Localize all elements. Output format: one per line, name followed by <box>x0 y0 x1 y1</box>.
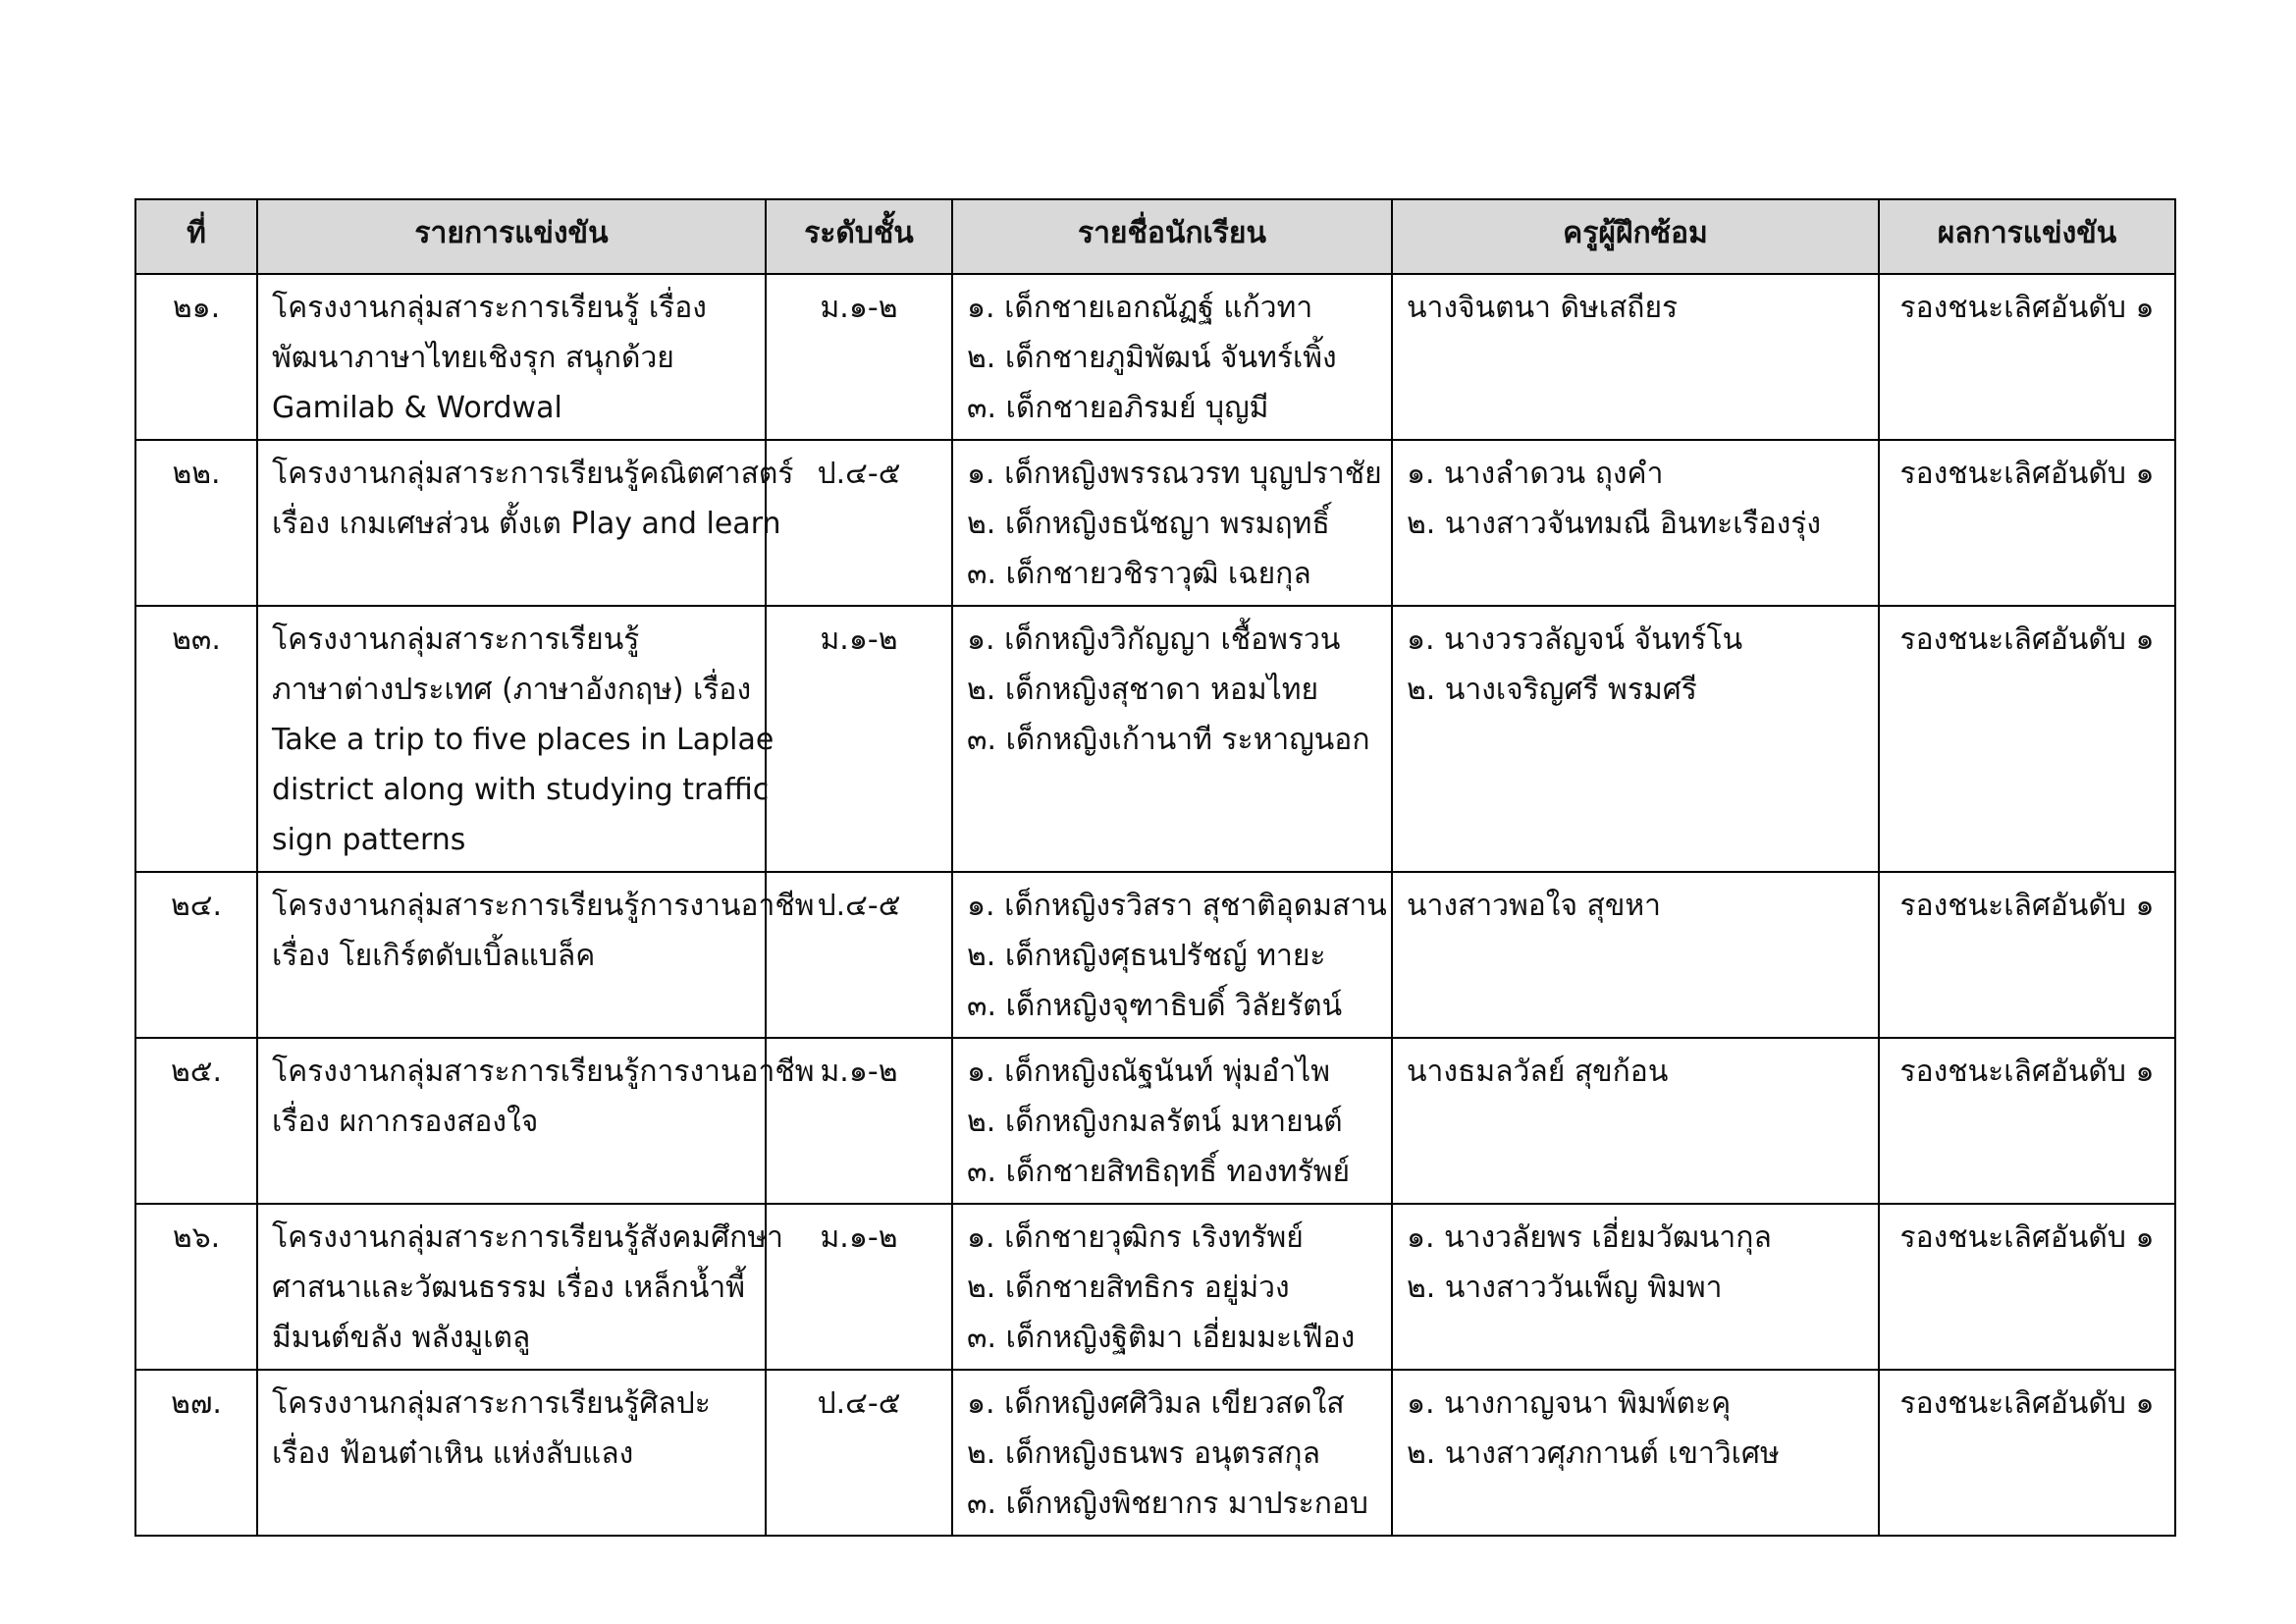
student-name: ๑. เด็กหญิงพรรณวรท บุญปราชัย <box>967 457 1382 491</box>
students-cell <box>952 274 1392 440</box>
teacher-name: ๒. นางสาวจันทมณี อินทะเรืองรุ่ง <box>1407 507 1822 541</box>
row-number-cell <box>135 606 257 872</box>
row-number: ๒๑. <box>172 291 221 325</box>
teachers-cell <box>1392 440 1879 606</box>
item-line: มีมนต์ขลัง พลังมูเตลู <box>272 1321 531 1355</box>
spacer-line <box>272 549 751 599</box>
row-number-cell <box>135 1370 257 1536</box>
item-line: เรื่อง ผกากรองสองใจ <box>272 1105 539 1139</box>
item-line: โครงงานกลุ่มสาระการเรียนรู้คณิตศาสตร์ <box>272 457 794 491</box>
item-line: Take a trip to five places in Laplae <box>272 723 774 757</box>
result-cell <box>1879 872 2175 1038</box>
students-cell <box>952 1204 1392 1370</box>
students-cell <box>952 1370 1392 1536</box>
student-name: ๑. เด็กชายวุฒิกร เริงทรัพย์ <box>967 1220 1304 1255</box>
teacher-name: ๒. นางสาวศุภกานต์ เขาวิเศษ <box>1407 1436 1780 1471</box>
item-line: โครงงานกลุ่มสาระการเรียนรู้ <box>272 623 640 657</box>
student-name: ๓. เด็กชายสิทธิฤทธิ์ ทองทรัพย์ <box>967 1155 1351 1189</box>
teacher-name: ๑. นางลำดวน ถุงคำ <box>1407 457 1664 491</box>
row-number-cell <box>135 1038 257 1204</box>
student-name: ๓. เด็กชายวชิราวุฒิ เฉยกุล <box>967 557 1311 591</box>
item-line: โครงงานกลุ่มสาระการเรียนรู้ เรื่อง <box>272 291 707 325</box>
student-name: ๑. เด็กหญิงรวิสรา สุชาติอุดมสาน <box>967 889 1387 923</box>
competition-results-table <box>134 198 2176 1537</box>
level-value: ป.๔-๕ <box>817 889 901 923</box>
students-cell <box>952 872 1392 1038</box>
row-number-cell <box>135 1204 257 1370</box>
table-row <box>135 606 2175 872</box>
header-teachers: ครูผู้ฝึกซ้อม <box>1392 199 1879 274</box>
result-cell <box>1879 1370 2175 1536</box>
student-name: ๓. เด็กหญิงฐิติมา เอี่ยมมะเฟือง <box>967 1321 1356 1355</box>
item-line: เรื่อง โยเกิร์ตดับเบิ้ลแบล็ค <box>272 939 596 973</box>
teacher-name: นางจินตนา ดิษเสถียร <box>1407 291 1679 325</box>
student-name: ๒. เด็กหญิงกมลรัตน์ มหายนต์ <box>967 1105 1343 1139</box>
level-value: ม.๑-๒ <box>820 1055 898 1089</box>
teacher-name: ๑. นางวลัยพร เอี่ยมวัฒนากุล <box>1407 1220 1772 1255</box>
students-cell <box>952 1038 1392 1204</box>
item-cell <box>257 1370 766 1536</box>
item-line: โครงงานกลุ่มสาระการเรียนรู้ศิลปะ <box>272 1386 711 1421</box>
item-line: โครงงานกลุ่มสาระการเรียนรู้การงานอาชีพ <box>272 1055 815 1089</box>
item-line: เรื่อง เกมเศษส่วน ตั้งเต Play and learn <box>272 507 781 541</box>
level-value: ม.๑-๒ <box>820 291 898 325</box>
level-cell <box>766 1204 952 1370</box>
row-number-cell <box>135 440 257 606</box>
teacher-name: นางธมลวัลย์ สุขก้อน <box>1407 1055 1669 1089</box>
row-number-cell <box>135 872 257 1038</box>
level-value: ม.๑-๒ <box>820 1220 898 1255</box>
item-cell <box>257 274 766 440</box>
result-value: รองชนะเลิศอันดับ ๑ <box>1899 291 2155 325</box>
header-row <box>135 199 2175 274</box>
item-line: เรื่อง ฟ้อนต๋าเหิน แห่งลับแลง <box>272 1436 634 1471</box>
student-name: ๒. เด็กหญิงธนัชญา พรมฤทธิ์ <box>967 507 1330 541</box>
teacher-name: ๑. นางกาญจนา พิมพ์ตะคุ <box>1407 1386 1732 1421</box>
student-name: ๒. เด็กหญิงธนพร อนุตรสกุล <box>967 1436 1320 1471</box>
item-cell <box>257 440 794 606</box>
level-cell <box>766 1370 952 1536</box>
teacher-name: ๒. นางสาววันเพ็ญ พิมพา <box>1407 1271 1723 1305</box>
row-number: ๒๗. <box>171 1386 222 1421</box>
students-cell <box>952 440 1392 606</box>
table-row <box>135 440 2175 606</box>
item-line: พัฒนาภาษาไทยเชิงรุก สนุกด้วย <box>272 341 674 375</box>
result-cell <box>1879 440 2175 606</box>
student-name: ๑. เด็กหญิงวิกัญญา เชื้อพรวน <box>967 623 1341 657</box>
student-name: ๓. เด็กชายอภิรมย์ บุญมี <box>967 391 1269 425</box>
teachers-cell <box>1392 1204 1879 1370</box>
table-row <box>135 1370 2175 1536</box>
row-number: ๒๕. <box>170 1055 223 1089</box>
row-number: ๒๒. <box>172 457 221 491</box>
row-number: ๒๖. <box>172 1220 221 1255</box>
student-name: ๓. เด็กหญิงเก้านาที ระหาญนอก <box>967 723 1370 757</box>
result-cell <box>1879 606 2175 872</box>
teacher-name: ๑. นางวรวลัญจน์ จันทร์โน <box>1407 623 1743 657</box>
result-value: รองชนะเลิศอันดับ ๑ <box>1899 1386 2155 1421</box>
level-value: ป.๔-๕ <box>817 1386 901 1421</box>
table-header <box>135 199 2175 274</box>
student-name: ๓. เด็กหญิงพิชยากร มาประกอบ <box>967 1487 1368 1521</box>
level-cell <box>766 274 952 440</box>
student-name: ๓. เด็กหญิงจุฑาธิบดิ์ วิลัยรัตน์ <box>967 989 1343 1023</box>
row-number-cell <box>135 274 257 440</box>
item-line: โครงงานกลุ่มสาระการเรียนรู้สังคมศึกษา <box>272 1220 783 1255</box>
item-cell <box>257 872 815 1038</box>
result-value: รองชนะเลิศอันดับ ๑ <box>1899 1055 2155 1089</box>
student-name: ๒. เด็กหญิงศุธนปรัชญ์ ทายะ <box>967 939 1326 973</box>
student-name: ๑. เด็กหญิงณัฐนันท์ พุ่มอำไพ <box>967 1055 1330 1089</box>
teacher-name: ๒. นางเจริญศรี พรมศรี <box>1407 673 1697 707</box>
student-name: ๒. เด็กชายภูมิพัฒน์ จันทร์เพิ้ง <box>967 341 1337 375</box>
item-line: district along with studying traffic <box>272 773 770 807</box>
table-row <box>135 1038 2175 1204</box>
spacer-line <box>272 1479 751 1529</box>
level-value: ป.๔-๕ <box>817 457 901 491</box>
row-number: ๒๔. <box>170 889 223 923</box>
result-cell <box>1879 1204 2175 1370</box>
teachers-cell <box>1392 1038 1879 1204</box>
level-cell <box>766 606 952 872</box>
student-name: ๑. เด็กหญิงศศิวิมล เขียวสดใส <box>967 1386 1345 1421</box>
row-number: ๒๓. <box>172 623 221 657</box>
table-body <box>135 274 2175 1536</box>
student-name: ๑. เด็กชายเอกณัฏฐ์ แก้วทา <box>967 291 1313 325</box>
item-cell <box>257 1038 815 1204</box>
spacer-line <box>272 1147 751 1197</box>
result-value: รองชนะเลิศอันดับ ๑ <box>1899 623 2155 657</box>
teachers-cell <box>1392 274 1879 440</box>
result-cell <box>1879 274 2175 440</box>
item-cell <box>257 1204 783 1370</box>
item-cell <box>257 606 774 872</box>
header-students: รายชื่อนักเรียน <box>952 199 1392 274</box>
table-row <box>135 274 2175 440</box>
student-name: ๒. เด็กหญิงสุชาดา หอมไทย <box>967 673 1319 707</box>
table-row <box>135 872 2175 1038</box>
level-value: ม.๑-๒ <box>820 623 898 657</box>
item-line: sign patterns <box>272 823 466 857</box>
result-value: รองชนะเลิศอันดับ ๑ <box>1899 1220 2155 1255</box>
teachers-cell <box>1392 606 1879 872</box>
item-line: ศาสนาและวัฒนธรรม เรื่อง เหล็กน้ำพี้ <box>272 1271 745 1305</box>
item-line: Gamilab & Wordwal <box>272 391 562 425</box>
result-cell <box>1879 1038 2175 1204</box>
table-row <box>135 1204 2175 1370</box>
item-line: โครงงานกลุ่มสาระการเรียนรู้การงานอาชีพ <box>272 889 815 923</box>
spacer-line <box>272 981 751 1031</box>
result-value: รองชนะเลิศอันดับ ๑ <box>1899 457 2155 491</box>
header-item: รายการแข่งขัน <box>257 199 766 274</box>
students-cell <box>952 606 1392 872</box>
teachers-cell <box>1392 1370 1879 1536</box>
teachers-cell <box>1392 872 1879 1038</box>
item-line: ภาษาต่างประเทศ (ภาษาอังกฤษ) เรื่อง <box>272 673 752 707</box>
result-value: รองชนะเลิศอันดับ ๑ <box>1899 889 2155 923</box>
header-result: ผลการแข่งขัน <box>1879 199 2175 274</box>
header-no: ที่ <box>135 199 257 274</box>
teacher-name: นางสาวพอใจ สุขหา <box>1407 889 1661 923</box>
header-level: ระดับชั้น <box>766 199 952 274</box>
student-name: ๒. เด็กชายสิทธิกร อยู่ม่วง <box>967 1271 1290 1305</box>
